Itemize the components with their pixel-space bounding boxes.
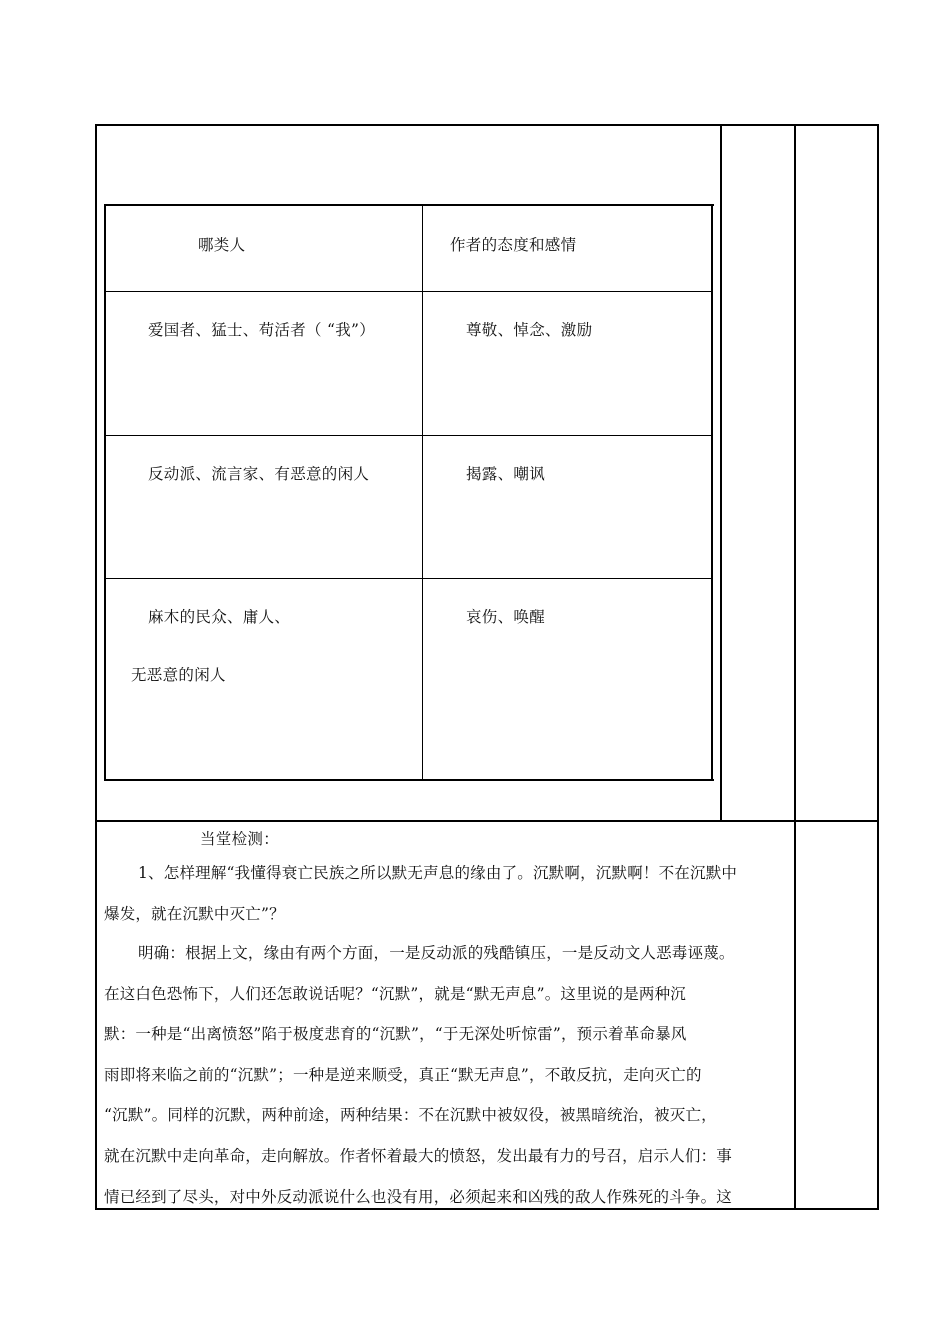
row1-attitude: 尊敬、悼念、激励: [466, 321, 593, 339]
header-group: 哪类人: [198, 236, 246, 254]
inner-top-border: [104, 204, 714, 206]
outer-right-border: [877, 124, 879, 1210]
answer-line: 雨即将来临之前的“沉默”；一种是逆来顺受，真正“默无声息”，不敢反抗，走向灭亡的: [104, 1066, 702, 1084]
row3-attitude: 哀伤、唤醒: [466, 608, 546, 626]
outer-col1-border: [720, 124, 722, 822]
answer-line: “沉默”。同样的沉默，两种前途，两种结果：不在沉默中被奴役，被黑暗统治，被灭亡，: [104, 1106, 717, 1124]
outer-bottom-border: [95, 1208, 879, 1210]
answer-line: 明确：根据上文，缘由有两个方面，一是反动派的残酷镇压，一是反动文人恶毒诬蔑。: [138, 944, 735, 962]
question-line: 爆发，就在沉默中灭亡”？: [104, 905, 285, 923]
outer-mid-border: [95, 820, 879, 822]
row2-group: 反动派、流言家、有恶意的闲人: [148, 465, 370, 483]
inner-row-divider: [105, 291, 713, 292]
inner-row-divider: [105, 435, 713, 436]
answer-line: 情已经到了尽头，对中外反动派说什么也没有用，必须起来和凶残的敌人作殊死的斗争。这: [104, 1188, 733, 1206]
row1-group: 爱国者、猛士、苟活者（ “我”）: [148, 321, 376, 339]
answer-line: 默：一种是“出离愤怒”陷于极度悲育的“沉默”，“于无深处听惊雷”，预示着革命暴风: [104, 1025, 687, 1043]
header-attitude: 作者的态度和感情: [450, 236, 577, 254]
outer-top-border: [95, 124, 879, 126]
row2-attitude: 揭露、嘲讽: [466, 465, 546, 483]
outer-col2-border: [794, 124, 796, 1210]
answer-line: 在这白色恐怖下，人们还怎敢说话呢？“沉默”，就是“默无声息”。这里说的是两种沉: [104, 985, 686, 1003]
outer-left-border: [95, 124, 97, 1210]
inner-col-divider: [422, 205, 423, 780]
row3-group-line2: 无恶意的闲人: [131, 666, 226, 684]
answer-line: 就在沉默中走向革命，走向解放。作者怀着最大的愤怒，发出最有力的号召，启示人们：事: [104, 1147, 733, 1165]
question-line: 1、怎样理解“我懂得衰亡民族之所以默无声息的缘由了。沉默啊，沉默啊！不在沉默中: [138, 864, 738, 882]
inner-bottom-border: [104, 779, 714, 781]
row3-group-line1: 麻木的民众、庸人、: [148, 608, 291, 626]
inner-left-border: [104, 204, 106, 781]
inner-row-divider: [105, 578, 713, 579]
inner-right-border: [711, 204, 713, 781]
section-title: 当堂检测：: [200, 830, 280, 848]
